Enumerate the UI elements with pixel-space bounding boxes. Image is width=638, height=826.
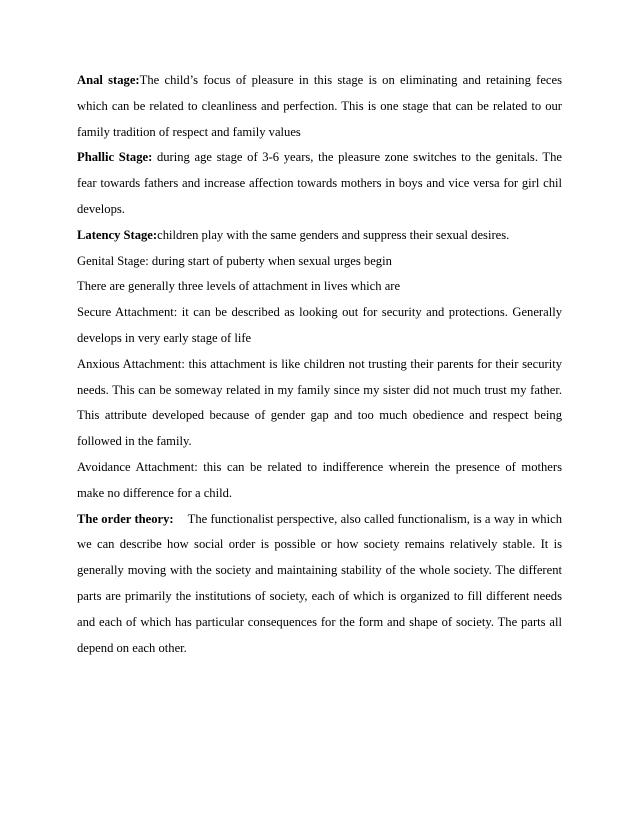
paragraph-attachment-intro bbox=[77, 274, 562, 300]
paragraph-anal-stage bbox=[77, 68, 562, 145]
paragraph-heading: Anal stage: bbox=[77, 73, 140, 87]
paragraph-anxious-attachment bbox=[77, 352, 562, 455]
paragraph-text: Genital Stage: during start of puberty when sexual urges begin bbox=[77, 253, 392, 268]
paragraph-text: during age stage of 3-6 years, the pleasure zone switches to the genitals. The fear towards fathers and increase affection towards mothers in boys and vice versa for girl chil develops. bbox=[77, 150, 562, 216]
paragraph-text: Secure Attachment: it can be described as looking out for security and protections. Generally develops in very early stage of life bbox=[77, 305, 562, 345]
paragraph-genital-stage bbox=[77, 249, 562, 275]
paragraph-heading: Phallic Stage: bbox=[77, 150, 153, 165]
paragraph-text: Avoidance Attachment: this can be related to indifference wherein the presence of mothers make no difference for a child. bbox=[77, 459, 562, 500]
paragraph-phallic-stage bbox=[77, 145, 562, 222]
paragraph-avoidance-attachment bbox=[77, 455, 562, 507]
paragraph-text: The child’s focus of pleasure in this stage is on eliminating and retaining feces which can be related to cleanliness and perfection. This is one stage that can be related to our family tradition of respect and family values bbox=[77, 73, 562, 139]
paragraph-text: The functionalist perspective, also called functionalism, is a way in which we can describe how social order is possible or how society remains relatively stable. It is generally moving with the society and maintaining stability of the whole society. The different parts are primarily the institutions of society, each of which is organized to fill different needs and each of which has particular consequences for the form and shape of society. The parts all depend on each other. bbox=[77, 511, 562, 655]
paragraph-text: children play with the same genders and suppress their sexual desires. bbox=[157, 227, 510, 242]
paragraph-heading: The order theory: bbox=[77, 511, 174, 526]
paragraph-secure-attachment bbox=[77, 300, 562, 352]
paragraph-latency-stage bbox=[77, 223, 562, 249]
document-body bbox=[77, 68, 562, 661]
paragraph-order-theory bbox=[77, 507, 562, 662]
paragraph-text: There are generally three levels of attachment in lives which are bbox=[77, 279, 401, 294]
paragraph-heading: Latency Stage: bbox=[77, 227, 158, 242]
paragraph-text: Anxious Attachment: this attachment is like children not trusting their parents for their security needs. This can be someway related in my family since my sister did not much trust my father. This attribute developed because of gender gap and too much obedience and respect being followed in the family. bbox=[77, 356, 562, 449]
